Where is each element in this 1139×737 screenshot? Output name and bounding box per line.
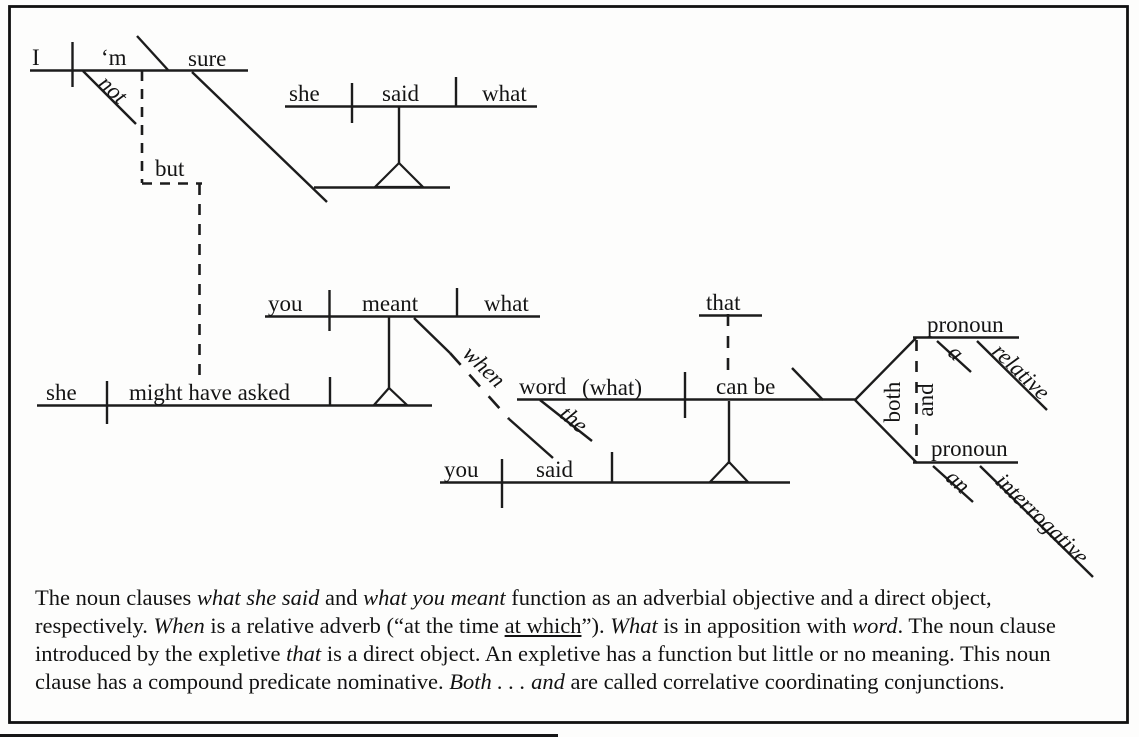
pred-nom2-noun: pronoun [931,436,1008,461]
clause2-verb: said [382,81,420,106]
clause6-verb: can be [716,374,776,399]
caption-text [35,584,1125,696]
clause2-subject: she [289,81,320,106]
clause1-predicate-adjective-slant [137,36,168,70]
caption-line: clause has a compound predicate nominative. Both . . . and are called correlative coordinating conjunctions. [35,669,1005,694]
relative-adverb-when: when [458,340,511,393]
clause1-verb: ‘m [101,45,127,70]
caption-line: respectively. When is a relative adverb (“at the time at which”). What is in apposition with word. The noun clause [35,613,1056,638]
clause3-verb: might have asked [129,380,290,405]
caption-line: The noun clauses what she said and what you meant function as an adverbial objective and a direct object, [35,585,992,610]
pred-nom2-article-an: an [941,464,975,499]
pred-nom2-modifier-interrogative: interrogative [990,468,1094,570]
clause2-pedestal-triangle [375,163,423,187]
correlative-and: and [913,383,938,417]
clause6-subject: word [519,374,567,399]
clause6-article-the: the [555,400,593,438]
pred-nom1-noun: pronoun [927,312,1004,337]
caption-line: introduced by the expletive that is a direct object. An expletive has a function but little or no meaning. This noun [35,641,1051,666]
correlative-both: both [880,381,905,423]
clause5-subject: you [444,457,479,482]
pred-nom1-article-a: a [943,339,969,366]
clause6-appositive: (what) [582,375,643,400]
clause4-pedestal-triangle [374,388,407,405]
clause3-subject: she [46,380,77,405]
clause4-verb: meant [362,291,419,316]
clause1-subject: I [32,45,40,70]
conjunction-label: but [155,156,185,181]
pred-nom1-modifier-relative: relative [987,338,1055,405]
when-connector-solid-top [414,318,450,353]
clause2-direct-object: what [482,81,527,106]
clause5-verb: said [536,457,574,482]
when-connector-solid-bottom [509,419,553,458]
clause4-subject: you [268,291,303,316]
clause6-pedestal-triangle [710,462,748,482]
clause1-adverb-not: not [93,70,133,109]
expletive-that: that [706,290,741,315]
clause1-predicate-adjective: sure [188,46,227,71]
clause6-predicate-nominative-slant [792,368,823,400]
clause4-direct-object: what [484,291,529,316]
